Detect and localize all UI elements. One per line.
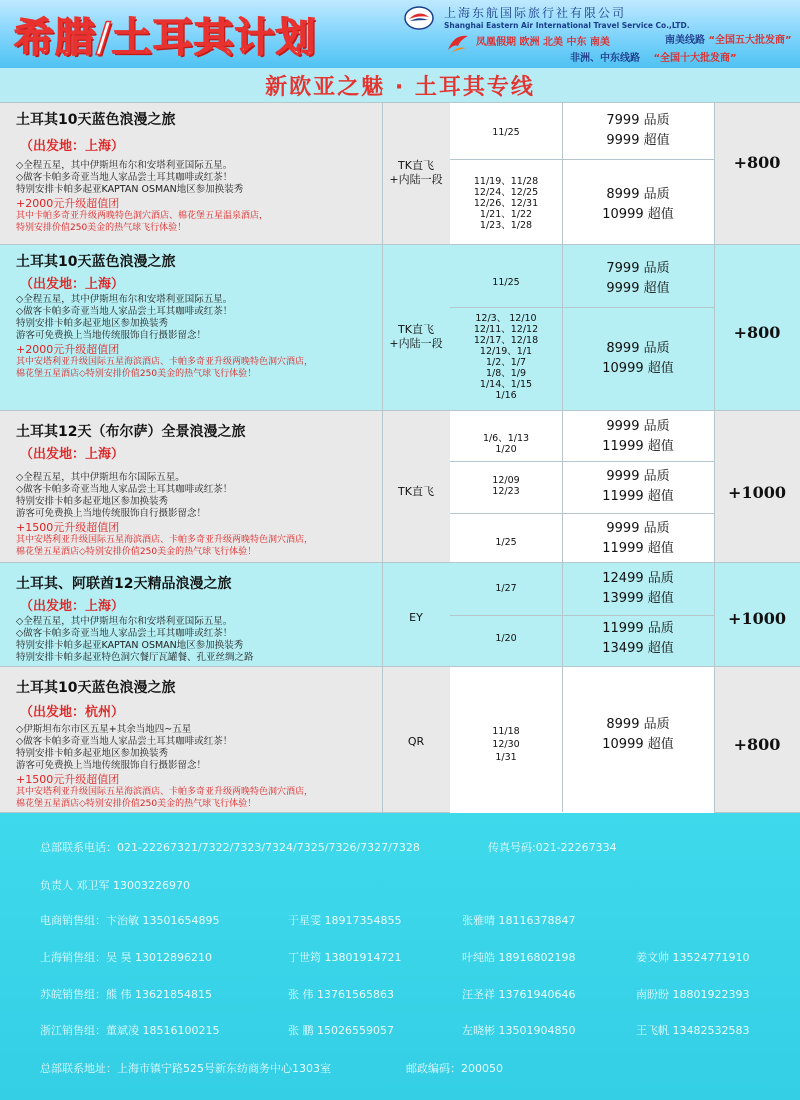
sales-contact: 张 鹏 15026559057 [288,1024,394,1037]
price-value: 13499 超值 [602,641,674,656]
fax-number: 传真号码:021-22267334 [488,841,617,854]
date-line: 12/30 [492,739,520,750]
sales-contact: 左晓彬 13501904850 [462,1024,576,1037]
route-1-name: 南美线路 [665,35,705,46]
tour-desc-line: 特别安排卡帕多起亚地区参加换装秀 [16,496,169,507]
sales-contact: 张雅晴 18116378847 [462,914,576,927]
price-value: 11999 超值 [602,541,674,556]
flight-info [382,735,450,749]
date-line: 12/11、12/12 [473,324,539,335]
tour-info [16,671,376,810]
sales-contact: 南盼盼 18801922393 [636,988,750,1001]
single-room-surcharge: +800 [733,153,781,172]
departure-city: （出发地：上海） [20,599,125,614]
hotel-upgrade-line: 其中安塔利亚升级国际五星海滨酒店、卡帕多奇亚升级两晚特色洞穴酒店， [16,357,314,367]
contact-footer [0,813,800,1100]
tour-info [16,567,376,664]
tour-section-2 [0,244,800,410]
departure-dates [450,633,562,644]
date-line: 1/6、1/13 [482,433,530,444]
route-africa-middle-east [570,49,737,64]
flight-info [382,485,450,499]
date-line: 1/31 [495,752,517,763]
price-quality: 11999 品质 [602,621,674,636]
price-block [562,519,714,559]
departure-dates [450,127,562,138]
date-line: 11/25 [492,127,520,138]
price-value: 13999 超值 [602,591,674,606]
flight-info [382,159,450,187]
hotel-upgrade-line: 棉花堡五星酒店◇特别安排价值250美金的热气球飞行体验！ [16,547,257,557]
departure-dates [450,537,562,548]
route-south-america [665,31,792,46]
tour-desc-line: 特别安排卡帕多起亚地区参加换装秀 [16,318,169,329]
date-line: 12/09 [492,475,520,486]
sales-contact: 姜文帅 13524771910 [636,951,750,964]
departure-dates [450,176,562,231]
tour-desc-line: ◇全程五星，其中伊斯坦布尔国际五星。 [16,472,185,483]
price-value: 10999 超值 [602,361,674,376]
tour-section-5 [0,666,800,813]
departure-dates [450,583,562,594]
hq-phone: 总部联系电话：021-22267321/7322/7323/7324/7325/7326/7327/7328 [40,841,420,854]
price-value: 11999 超值 [602,439,674,454]
hotel-upgrade-line: 棉花堡五星酒店◇特别安排价值250美金的热气球飞行体验！ [16,369,257,379]
date-line: 11/25 [492,277,520,288]
hotel-upgrade-line: 其中安塔利亚升级国际五星海滨酒店、卡帕多奇亚升级两晚特色洞穴酒店， [16,787,314,797]
tour-info [16,415,376,558]
page-title: 希腊/土耳其计划 [14,15,317,61]
tour-desc-line: ◇做客卡帕多奇亚当地人家品尝土耳其咖啡或红茶！ [16,628,233,639]
price-block [562,111,714,151]
price-value: 10999 超值 [602,737,674,752]
price-quality: 7999 品质 [606,261,670,276]
single-room-surcharge: +1000 [728,609,786,628]
sales-contact: 苏皖销售组：熊 伟 13621854815 [40,988,212,1001]
company-name-en: Shanghai Eastern Air International Travel Service Co.,LTD. [444,21,690,30]
sales-contact: 汪圣祥 13761940646 [462,988,576,1001]
tour-info [16,107,376,234]
departure-city: （出发地：上海） [20,277,125,292]
date-line: 1/20 [495,444,517,455]
tour-desc-line: ◇全程五星，其中伊斯坦布尔和安塔利亚国际五星。 [16,616,233,627]
sales-contact: 张 伟 13761565863 [288,988,394,1001]
price-block [562,715,714,755]
tour-desc-line: ◇全程五星，其中伊斯坦布尔和安塔利亚国际五星。 [16,294,233,305]
hotel-upgrade-line: 其中卡帕多奇亚升级两晚特色洞穴酒店、棉花堡五星温泉酒店， [16,211,269,221]
sales-contact: 丁世筠 13801914721 [288,951,402,964]
tour-section-3 [0,410,800,562]
price-block [562,467,714,507]
company-name-cn: 上海东航国际旅行社有限公司 [444,6,627,20]
flight-line: TK直飞 [398,159,434,172]
airline-logo-icon [404,6,434,30]
price-quality: 8999 品质 [606,341,670,356]
flight-line: EY [409,611,423,624]
price-quality: 8999 品质 [606,717,670,732]
flight-line: QR [407,735,425,748]
column-divider [714,103,715,244]
upgrade-offer: +1500元升级超值团 [16,521,120,534]
hotel-upgrade-line: 其中安塔利亚升级国际五星海滨酒店、卡帕多奇亚升级两晚特色洞穴酒店， [16,535,314,545]
flight-line: +内陆一段 [389,337,443,350]
flight-line: +内陆一段 [389,173,443,186]
price-value: 9999 超值 [606,133,670,148]
tour-desc-line: 游客可免费换上当地传统服饰自行摄影留念！ [16,330,207,341]
sales-contact: 王飞帆 13482532583 [636,1024,750,1037]
upgrade-offer: +2000元升级超值团 [16,343,120,356]
sales-contact: 电商销售组：卞治敏 13501654895 [40,914,220,927]
price-block [562,185,714,225]
tour-name: 土耳其10天蓝色浪漫之旅 [16,254,176,270]
date-line: 12/19、1/1 [479,346,533,357]
price-quality: 12499 品质 [602,571,674,586]
date-line: 1/23、1/28 [479,220,533,231]
tour-desc-line: ◇做客卡帕多奇亚当地人家品尝土耳其咖啡或红茶！ [16,306,233,317]
sales-contact: 叶纯皓 18916802198 [462,951,576,964]
price-quality: 7999 品质 [606,113,670,128]
departure-dates [450,313,562,401]
date-line: 12/26、12/31 [473,198,539,209]
manager-contact: 负责人 邓卫军 13003226970 [40,879,190,892]
page-header [0,0,800,68]
date-line: 1/27 [495,583,517,594]
price-value: 11999 超值 [602,489,674,504]
tour-name: 土耳其10天蓝色浪漫之旅 [16,112,176,128]
hotel-upgrade-line: 棉花堡五星酒店◇特别安排价值250美金的热气球飞行体验！ [16,799,257,809]
single-room-surcharge: +1000 [728,483,786,502]
departure-dates [450,475,562,497]
price-quality: 9999 品质 [606,469,670,484]
subtitle-banner [0,68,800,102]
price-quality: 9999 品质 [606,419,670,434]
sales-contact: 上海销售组：吴 昊 13012896210 [40,951,212,964]
hotel-upgrade-line: 特别安排价值250美金的热气球飞行体验！ [16,223,187,233]
tour-desc-line: 特别安排卡帕多起亚特色洞穴餐厅瓦罐餐、孔亚丝绸之路 [16,652,254,663]
price-value: 9999 超值 [606,281,670,296]
tour-name: 土耳其、阿联酋12天精品浪漫之旅 [16,576,232,592]
departure-city: （出发地：上海） [20,447,125,462]
tour-info [16,249,376,380]
price-quality: 8999 品质 [606,187,670,202]
departure-dates [450,433,562,455]
date-line: 11/19、11/28 [473,176,539,187]
tour-desc-line: ◇做客卡帕多奇亚当地人家品尝土耳其咖啡或红茶！ [16,736,233,747]
date-line: 12/3、 12/10 [475,313,537,324]
price-block [562,569,714,609]
route-2-name: 非洲、中东线路 [570,53,640,64]
upgrade-offer: +2000元升级超值团 [16,197,120,210]
date-line: 11/18 [492,726,520,737]
tour-desc-line: ◇伊斯坦布尔市区五星+其余当地四~五星 [16,724,192,735]
price-block [562,339,714,379]
banner-text: 新欧亚之魅 · 土耳其专线 [265,74,535,100]
flight-line: TK直飞 [398,485,434,498]
tour-desc-line: 特别安排卡帕多起亚地区参加换装秀 [16,748,169,759]
price-block [562,259,714,299]
date-line: 1/14、1/15 [479,379,533,390]
tour-section-4 [0,562,800,666]
date-line: 1/20 [495,633,517,644]
date-line: 1/21、1/22 [479,209,533,220]
date-line: 1/2、1/7 [485,357,527,368]
price-block [562,417,714,457]
single-room-surcharge: +800 [733,323,781,342]
tour-desc-line: 特别安排卡帕多起亚KAPTAN OSMAN地区参加换装秀 [16,184,244,195]
departure-dates [450,277,562,288]
date-line: 1/16 [495,390,517,401]
brand-text: 凤凰假期 欧洲 北美 中东 南美 [476,37,610,48]
flight-info [382,323,450,351]
date-line: 12/17、12/18 [473,335,539,346]
tour-desc-line: ◇做客卡帕多奇亚当地人家品尝土耳其咖啡或红茶！ [16,172,233,183]
sales-contact: 于星雯 18917354855 [288,914,402,927]
date-line: 12/24、12/25 [473,187,539,198]
single-room-surcharge: +800 [733,735,781,754]
flight-line: TK直飞 [398,323,434,336]
upgrade-offer: +1500元升级超值团 [16,773,120,786]
departure-city: （出发地：杭州） [20,705,125,720]
tour-desc-line: ◇全程五星，其中伊斯坦布尔和安塔利亚国际五星。 [16,160,233,171]
tour-section-1 [0,102,800,244]
hq-address: 总部联系地址：上海市镇宁路525号新东纺商务中心1303室 [40,1062,331,1075]
price-value: 10999 超值 [602,207,674,222]
route-1-tag: “全国五大批发商” [708,35,792,46]
price-quality: 9999 品质 [606,521,670,536]
route-2-tag: “全国十大批发商” [653,53,737,64]
departure-dates [450,725,562,764]
flight-info [382,611,450,625]
phoenix-logo-icon [446,32,470,54]
tour-desc-line: 游客可免费换上当地传统服饰自行摄影留念！ [16,760,207,771]
sales-contact: 浙江销售组：董斌凌 18516100215 [40,1024,220,1037]
date-line: 12/23 [492,486,520,497]
tour-desc-line: ◇做客卡帕多奇亚当地人家品尝土耳其咖啡或红茶！ [16,484,233,495]
date-line: 1/8、1/9 [485,368,527,379]
zip-code: 邮政编码：200050 [406,1062,503,1075]
departure-city: （出发地：上海） [20,139,125,154]
tour-name: 土耳其12天（布尔萨）全景浪漫之旅 [16,424,246,440]
tour-name: 土耳其10天蓝色浪漫之旅 [16,680,176,696]
date-line: 1/25 [495,537,517,548]
tour-desc-line: 特别安排卡帕多起亚KAPTAN OSMAN地区参加换装秀 [16,640,244,651]
price-block [562,619,714,659]
tour-desc-line: 游客可免费换上当地传统服饰自行摄影留念！ [16,508,207,519]
